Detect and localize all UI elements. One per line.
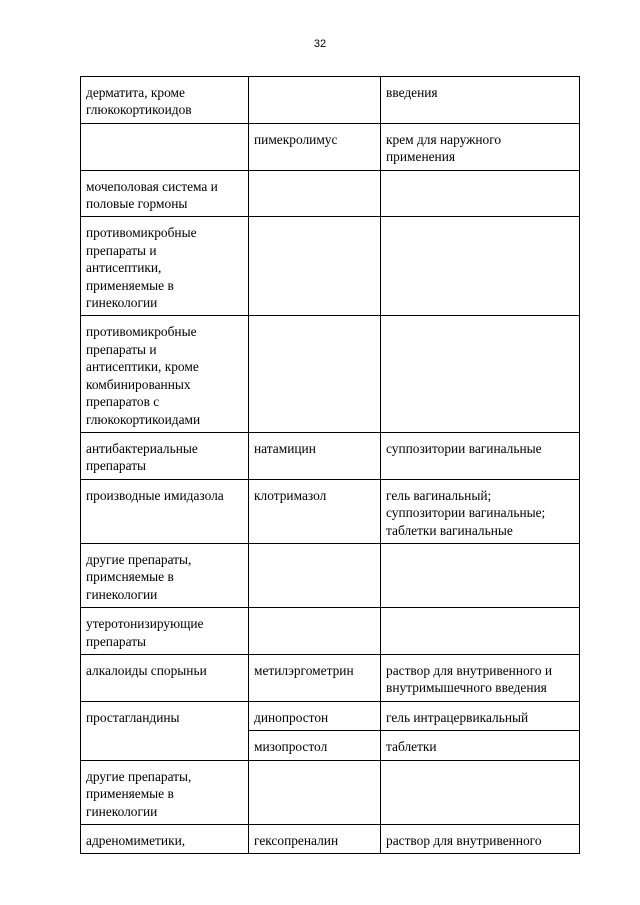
group-cell-line: гинекологии bbox=[86, 586, 158, 602]
table-row bbox=[81, 701, 580, 730]
table-row bbox=[81, 543, 580, 607]
form-cell-line: раствор для внутривенного и bbox=[386, 662, 553, 678]
drug-cell-line: натамицин bbox=[254, 440, 316, 456]
drug-cell-line: клотримазол bbox=[254, 487, 327, 503]
group-cell-line: противомикробные bbox=[86, 324, 197, 340]
table-row bbox=[81, 432, 580, 479]
form-cell bbox=[381, 170, 580, 217]
form-cell-line: таблетки bbox=[386, 739, 437, 755]
group-cell-line: другие препараты, bbox=[86, 768, 192, 784]
drug-cell-line: гексопреналин bbox=[254, 833, 339, 848]
group-cell-line: другие препараты, bbox=[86, 551, 192, 567]
group-cell-line: глюкокортикоидов bbox=[86, 102, 192, 118]
form-cell-line: раствор для внутривенного bbox=[386, 833, 542, 848]
group-cell-line: простагландины bbox=[86, 709, 180, 725]
group-cell bbox=[81, 654, 249, 701]
drug-cell bbox=[249, 316, 381, 432]
form-cell-line: суппозитории вагинальные bbox=[386, 440, 542, 456]
medication-table bbox=[80, 76, 580, 854]
group-cell-line: применяемые в bbox=[86, 786, 174, 802]
form-cell bbox=[381, 760, 580, 824]
table-row bbox=[81, 77, 580, 124]
page-number: 32 bbox=[313, 38, 327, 50]
group-cell-line: гинекологии bbox=[86, 803, 158, 819]
group-cell-line: гинекологии bbox=[86, 295, 158, 311]
drug-cell bbox=[249, 123, 381, 170]
drug-cell bbox=[249, 760, 381, 824]
table-row bbox=[81, 479, 580, 543]
form-cell-line: крем для наружного bbox=[386, 131, 502, 147]
table-row bbox=[81, 825, 580, 854]
form-cell-line: гель интрацервикальный bbox=[386, 709, 529, 725]
group-cell bbox=[81, 479, 249, 543]
form-cell bbox=[381, 123, 580, 170]
form-cell-line: применения bbox=[386, 149, 456, 165]
form-cell-line: гель вагинальный; bbox=[386, 487, 492, 503]
table-row bbox=[81, 316, 580, 432]
group-cell bbox=[81, 825, 249, 854]
form-cell bbox=[381, 825, 580, 854]
group-cell-line: препараты bbox=[86, 633, 147, 649]
table-row bbox=[81, 760, 580, 824]
group-cell-line: глюкокортикоидами bbox=[86, 411, 201, 427]
form-cell bbox=[381, 432, 580, 479]
form-cell bbox=[381, 701, 580, 730]
group-cell-line: противомикробные bbox=[86, 225, 197, 241]
form-cell bbox=[381, 731, 580, 760]
form-cell-line: суппозитории вагинальные; bbox=[386, 505, 546, 521]
group-cell bbox=[81, 217, 249, 316]
group-cell-line: препараты bbox=[86, 458, 147, 474]
drug-cell-line: динопростон bbox=[254, 709, 329, 725]
group-cell-line: препараты и bbox=[86, 341, 157, 357]
group-cell-line: антисептики, кроме bbox=[86, 359, 199, 375]
group-cell-line: производные имидазола bbox=[86, 487, 224, 503]
group-cell bbox=[81, 123, 249, 170]
group-cell bbox=[81, 608, 249, 655]
drug-cell bbox=[249, 77, 381, 124]
table-row bbox=[81, 123, 580, 170]
group-cell-line: мочеполовая система и bbox=[86, 178, 218, 194]
table-row bbox=[81, 654, 580, 701]
group-cell bbox=[81, 170, 249, 217]
table-row bbox=[81, 217, 580, 316]
group-cell-line: комбинированных bbox=[86, 376, 191, 392]
group-cell bbox=[81, 316, 249, 432]
group-cell-line: утеротонизирующие bbox=[86, 616, 204, 632]
group-cell-line: алкалоиды спорыньи bbox=[86, 662, 207, 678]
form-cell bbox=[381, 77, 580, 124]
drug-cell bbox=[249, 432, 381, 479]
group-cell-line: адреномиметики, bbox=[86, 833, 186, 848]
form-cell bbox=[381, 217, 580, 316]
drug-cell bbox=[249, 654, 381, 701]
group-cell bbox=[81, 432, 249, 479]
group-cell bbox=[81, 760, 249, 824]
group-cell-line: применяемые в bbox=[86, 277, 174, 293]
group-cell-line: дерматита, кроме bbox=[86, 85, 185, 100]
table-row bbox=[81, 608, 580, 655]
group-cell-line: половые гормоны bbox=[86, 196, 188, 212]
drug-cell bbox=[249, 701, 381, 730]
group-cell bbox=[81, 701, 249, 760]
group-cell-line: препараты и bbox=[86, 242, 157, 258]
form-cell bbox=[381, 479, 580, 543]
form-cell bbox=[381, 654, 580, 701]
drug-cell-line: метилэргометрин bbox=[254, 662, 354, 678]
drug-cell bbox=[249, 170, 381, 217]
group-cell-line: антисептики, bbox=[86, 260, 162, 276]
form-cell bbox=[381, 608, 580, 655]
group-cell-line: примсняемые в bbox=[86, 569, 174, 585]
drug-cell-line: мизопростол bbox=[254, 739, 328, 755]
drug-cell-line: пимекролимус bbox=[254, 131, 338, 147]
group-cell bbox=[81, 543, 249, 607]
drug-cell bbox=[249, 217, 381, 316]
form-cell bbox=[381, 543, 580, 607]
drug-cell bbox=[249, 731, 381, 760]
group-cell bbox=[81, 77, 249, 124]
table-row bbox=[81, 170, 580, 217]
drug-cell bbox=[249, 479, 381, 543]
form-cell-line: таблетки вагинальные bbox=[386, 522, 513, 538]
form-cell-line: внутримышечного введения bbox=[386, 680, 547, 696]
form-cell bbox=[381, 316, 580, 432]
drug-cell bbox=[249, 543, 381, 607]
group-cell-line: препаратов с bbox=[86, 394, 160, 410]
group-cell-line: антибактериальные bbox=[86, 440, 198, 456]
form-cell-line: введения bbox=[386, 85, 438, 100]
drug-cell bbox=[249, 608, 381, 655]
drug-cell bbox=[249, 825, 381, 854]
